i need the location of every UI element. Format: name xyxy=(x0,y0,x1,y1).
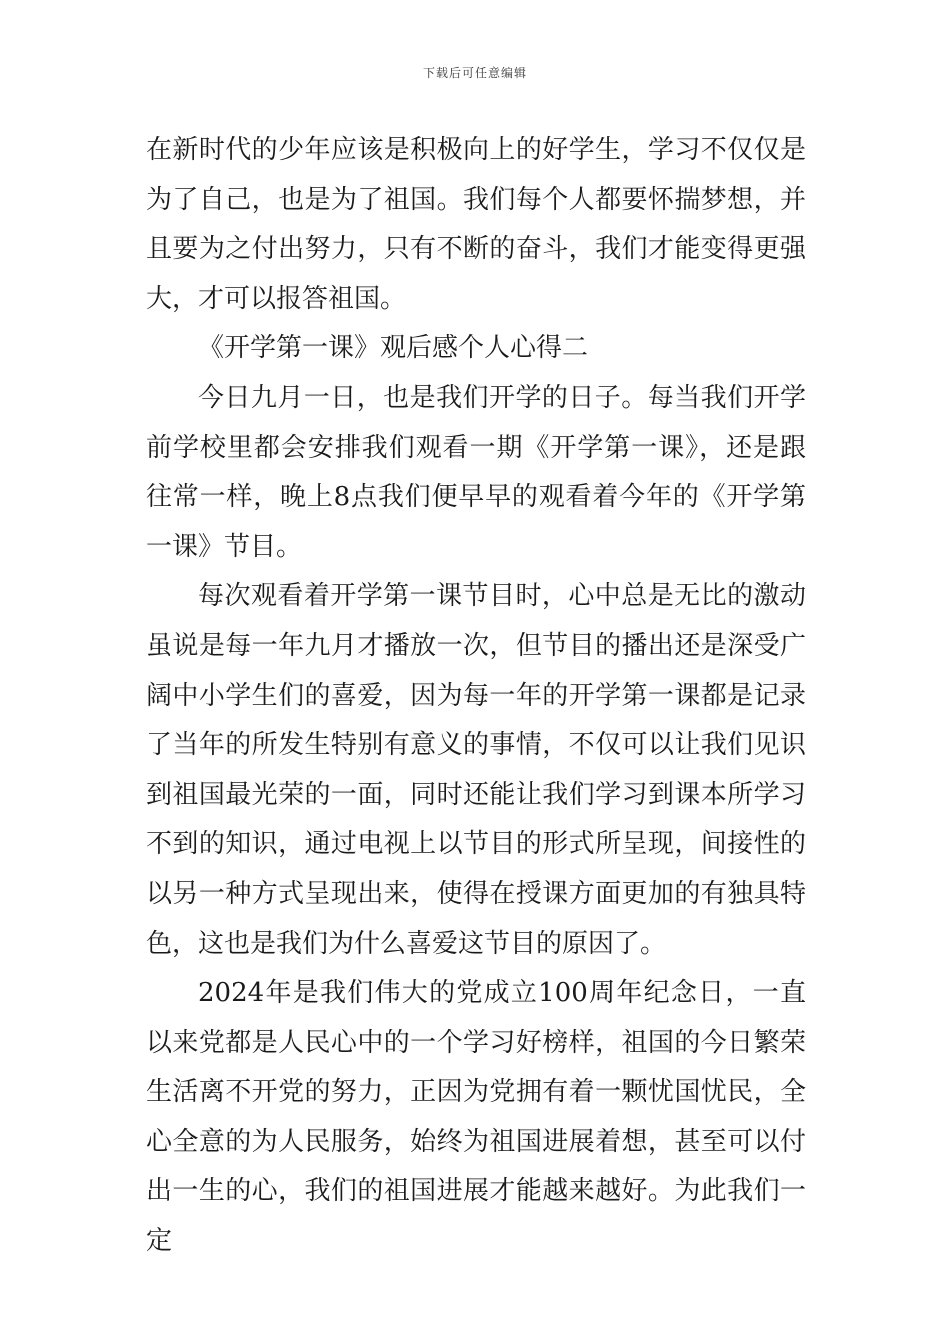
paragraph: 今日九月一日，也是我们开学的日子。每当我们开学前学校里都会安排我们观看一期《开学第一课》，还是跟往常一样，晚上8点我们便早早的观看着今年的《开学第一课》节目。 xyxy=(146,382,806,562)
page-header-note: 下载后可任意编辑 xyxy=(422,66,527,80)
paragraph: 每次观看着开学第一课节目时，心中总是无比的激动虽说是每一年九月才播放一次，但节目的播出还是深受广阔中小学生们的喜爱，因为每一年的开学第一课都是记录了当年的所发生特别有意义的事情，不仅可以让我们见识到祖国最光荣的一面，同时还能让我们学习到课本所学习不到的知识，通过电视上以节目的形式所呈现，间接性的以另一种方式呈现出来，使得在授课方面更加的有独具特色，这也是我们为什么喜爱这节目的原因了。 xyxy=(146,581,806,959)
paragraph-intro-continuation: 在新时代的少年应该是积极向上的好学生，学习不仅仅是为了自己，也是为了祖国。我们每个人都要怀揣梦想，并且要为之付出努力，只有不断的奋斗，我们才能变得更强大，才可以报答祖国。 xyxy=(146,135,806,314)
document-body xyxy=(146,126,806,1267)
section-heading: 《开学第一课》观后感个人心得二 xyxy=(198,333,589,364)
paragraph: 2024年是我们伟大的党成立100周年纪念日，一直以来党都是人民心中的一个学习好榜样，祖国的今日繁荣生活离不开党的努力，正因为党拥有着一颗忧国忧民，全心全意的为人民服务，始终为祖国进展着想，甚至可以付出一生的心，我们的祖国进展才能越来越好。为此我们一定 xyxy=(146,978,806,1257)
